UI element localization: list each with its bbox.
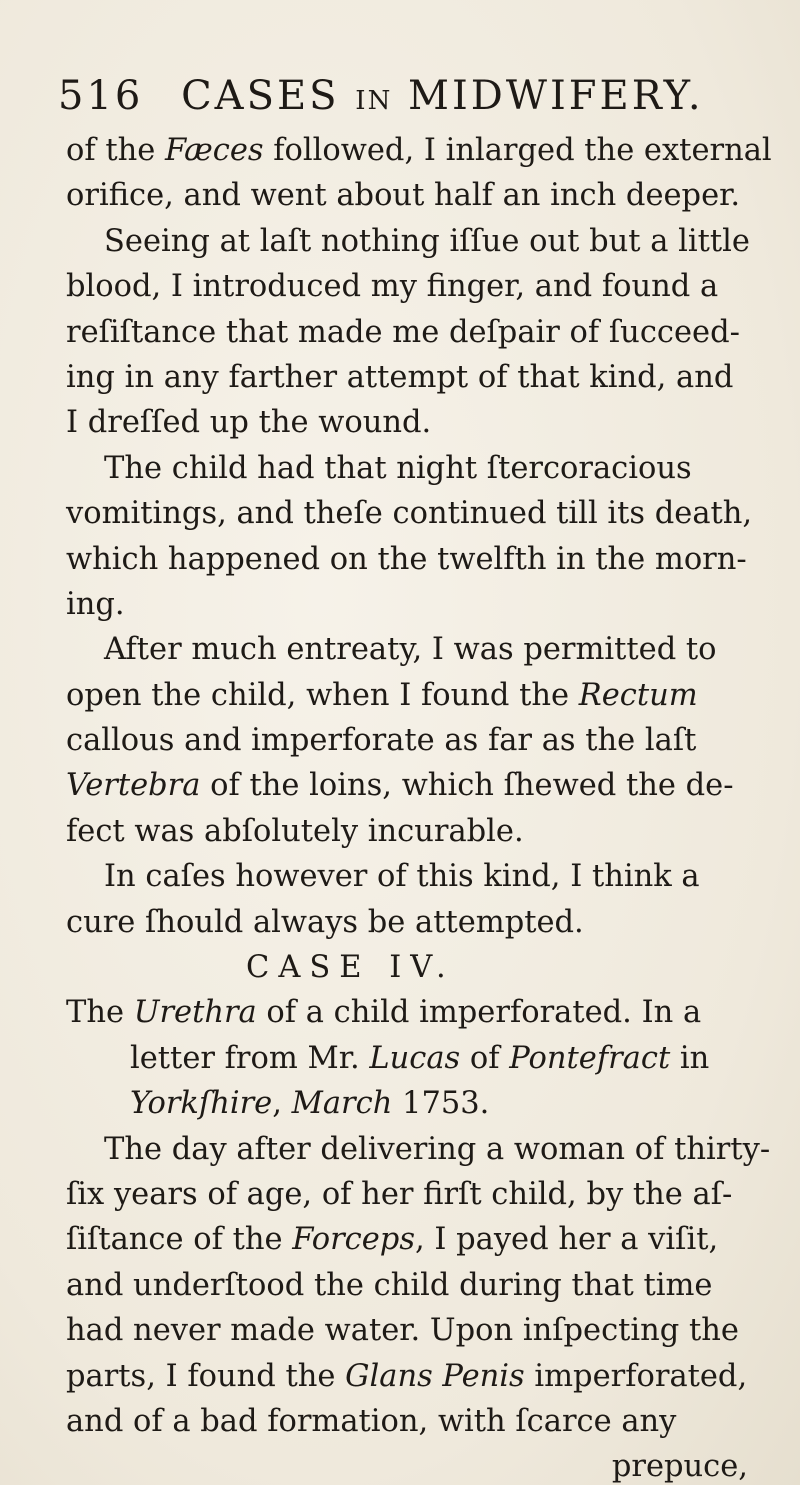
italic-text: Rectum [578,677,698,713]
text-run: ſiſtance of the [66,1222,293,1258]
text-run: reſiſtance that made me deſpair of ſucceed- [66,314,740,350]
text-run: and of a bad formation, with ſcarce any [66,1403,677,1439]
text-run: The day after delivering a woman of thirty- [104,1131,771,1167]
text-line [66,809,766,854]
text-line [66,763,766,808]
header-title-midwifery: MIDWIFERY. [408,73,704,119]
text-run: open the child, when I found the [66,677,579,713]
text-line [66,582,766,627]
text-line [66,355,766,400]
text-line [66,446,766,491]
text-line [66,1127,771,1172]
text-run: orifice, and went about half an inch deeper. [66,178,741,214]
text-line [66,1354,766,1399]
text-line [66,1081,766,1126]
page-number: 516 [58,73,144,119]
text-line [66,627,766,672]
text-run: , I payed her a viſit, [414,1222,719,1258]
text-run: The child had that night ſtercoracious [104,450,692,486]
text-run: which happened on the twelfth in the morn- [66,541,747,577]
text-run: In caſes however of this kind, I think a [104,859,700,895]
italic-text: Pontefract [509,1040,671,1076]
text-run: vomitings, and theſe continued till its death, [66,496,753,532]
text-line [66,718,766,763]
text-run: CASE IV. [246,950,455,986]
text-run: had never made water. Upon inſpecting the [66,1313,739,1349]
text-line [66,400,766,445]
text-line [66,219,766,264]
italic-text: Fæces [165,133,264,168]
text-line [66,854,766,899]
text-line [66,264,766,309]
text-run: of the loins, which ſhewed the de- [200,768,734,804]
text-run: fect was abſolutely incurable. [66,813,524,849]
italic-text: Forceps [292,1222,415,1258]
text-line [66,1399,766,1444]
text-run: ing in any farther attempt of that kind, and [66,359,734,395]
italic-text: Urethra [133,995,257,1031]
text-line [66,1308,766,1353]
text-run: parts, I found the [66,1358,346,1394]
catchword [66,1444,766,1485]
text-line [66,990,766,1035]
body-text [66,128,772,1485]
header-title-cases: CASES [181,73,340,119]
text-run: blood, I introduced my finger, and found a [66,269,719,305]
text-run: ſix years of age, of her firſt child, by the aſ- [66,1176,733,1212]
text-run: Seeing at laſt nothing iſſue out but a little [104,223,750,259]
text-run: of [460,1040,510,1076]
text-line [66,310,766,355]
italic-text: March [291,1086,393,1122]
italic-text: Yorkſhire [130,1086,273,1122]
text-line [66,1263,766,1308]
text-line [66,537,766,582]
text-run: of a child imperforated. In a [256,995,702,1031]
text-run: , [272,1086,292,1122]
italic-text: Glans Penis [345,1358,525,1394]
text-run: in [670,1040,710,1076]
section-heading [66,945,766,990]
italic-text: Lucas [369,1040,461,1076]
text-run: ing. [66,586,125,622]
italic-text: Vertebra [66,768,201,804]
text-run: callous and imperforate as far as the laſt [66,723,697,759]
text-run: prepuce, [611,1449,748,1485]
text-run: letter from Mr. [130,1040,370,1076]
text-run: and underſtood the child during that time [66,1267,713,1303]
text-run: After much entreaty, I was permitted to [104,632,717,668]
text-run: of the [66,133,165,168]
text-line [66,900,766,945]
text-run: The [66,995,134,1031]
text-line [66,1217,766,1262]
text-run: imperforated, [524,1358,748,1394]
text-run: I dreſſed up the wound. [66,405,432,441]
text-line [66,491,766,536]
text-run: followed, I inlarged the external [263,133,772,168]
text-line [66,128,772,173]
text-line [66,1036,766,1081]
header-title-in: IN [355,86,393,116]
text-run: 1753. [392,1086,490,1122]
text-run: cure ſhould always be attempted. [66,904,584,940]
running-header [58,72,704,125]
text-line [66,1172,766,1217]
text-line [66,173,766,218]
text-line [66,673,766,718]
